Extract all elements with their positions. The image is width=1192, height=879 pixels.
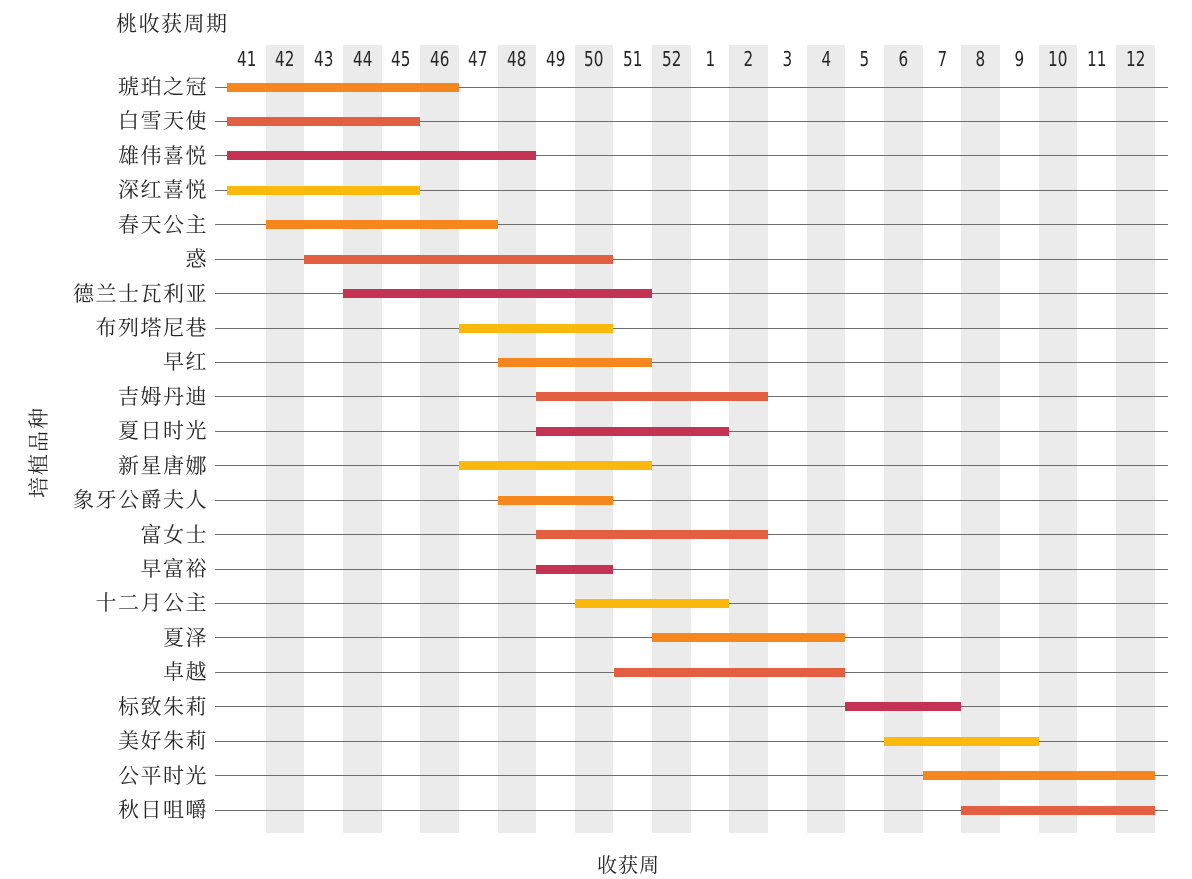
x-tick-label [498, 46, 537, 72]
x-tick-label-text: 12 [1125, 47, 1145, 71]
x-tick-label-text: 52 [661, 47, 682, 71]
y-tick-label: 象牙公爵夫人 [73, 488, 208, 513]
row-gridline [215, 500, 1168, 501]
x-tick-label-text: 42 [275, 47, 295, 71]
harvest-bar [923, 771, 1155, 780]
x-tick-label-text: 1 [705, 47, 715, 71]
harvest-bar [536, 392, 768, 401]
y-tick-label: 秋日咀嚼 [118, 798, 208, 823]
harvest-bar [266, 220, 498, 229]
harvest-bar [845, 702, 961, 711]
week-column-band [498, 45, 537, 833]
x-tick-label [459, 46, 498, 72]
x-tick-label-text: 10 [1048, 47, 1068, 71]
harvest-bar [614, 668, 846, 677]
harvest-bar [961, 806, 1154, 815]
y-tick-label: 卓越 [163, 660, 208, 685]
x-tick-label-text: 5 [859, 47, 870, 71]
week-column-band [1039, 45, 1078, 833]
harvest-bar [343, 289, 652, 298]
y-tick-label: 深红喜悦 [118, 178, 208, 203]
x-tick-label-text: 51 [623, 47, 643, 71]
x-tick-label-text: 49 [545, 47, 566, 71]
x-tick-label-text: 41 [236, 47, 256, 71]
harvest-bar [498, 358, 653, 367]
y-tick-label: 吉姆丹迪 [118, 384, 208, 409]
y-axis-title: 培植品种 [27, 406, 51, 498]
x-tick-label [1077, 46, 1116, 72]
x-tick-label [343, 46, 382, 72]
x-tick-label-text: 47 [468, 47, 488, 71]
y-tick-label: 美好朱莉 [118, 729, 208, 754]
x-tick-label [1000, 46, 1039, 72]
y-tick-label: 新星唐娜 [118, 453, 208, 478]
week-column-band [807, 45, 846, 833]
row-gridline [215, 569, 1168, 570]
y-tick-label: 公平时光 [118, 763, 208, 788]
x-tick-label [923, 46, 962, 72]
y-tick-label: 夏日时光 [118, 419, 208, 444]
x-tick-label-text: 7 [937, 47, 947, 71]
row-gridline [215, 362, 1168, 363]
x-tick-label [614, 46, 653, 72]
y-tick-label: 雄伟喜悦 [118, 143, 208, 168]
x-tick-label [961, 46, 1000, 72]
harvest-bar [459, 324, 614, 333]
week-column-band [343, 45, 382, 833]
x-tick-label [420, 46, 459, 72]
x-tick-label [884, 46, 923, 72]
x-tick-label-text: 50 [584, 47, 604, 71]
y-tick-label: 早富裕 [140, 557, 208, 582]
harvest-bar [304, 255, 613, 264]
harvest-bar [227, 151, 536, 160]
x-tick-label [575, 46, 614, 72]
harvest-bar [884, 737, 1039, 746]
row-gridline [215, 706, 1168, 707]
x-tick-label-text: 6 [898, 47, 909, 71]
x-tick-label [807, 46, 846, 72]
x-tick-label [1039, 46, 1078, 72]
y-tick-label: 春天公主 [118, 212, 208, 237]
x-tick-label [652, 46, 691, 72]
week-column-band [652, 45, 691, 833]
harvest-bar [575, 599, 730, 608]
x-tick-label-text: 3 [782, 47, 793, 71]
harvest-bar [536, 427, 729, 436]
harvest-bar [652, 633, 845, 642]
week-column-band [884, 45, 923, 833]
week-column-band [266, 45, 305, 833]
x-tick-label [1116, 46, 1155, 72]
y-tick-label: 惑 [185, 247, 208, 272]
row-gridline [215, 328, 1168, 329]
harvest-bar [536, 530, 768, 539]
x-tick-label [382, 46, 421, 72]
week-column-band [420, 45, 459, 833]
harvest-bar [536, 565, 613, 574]
y-tick-label: 德兰士瓦利亚 [73, 281, 208, 306]
x-tick-label [845, 46, 884, 72]
x-tick-label [304, 46, 343, 72]
x-tick-label-text: 11 [1086, 47, 1107, 71]
x-axis-title: 收获周 [597, 855, 660, 877]
harvest-bar [227, 117, 420, 126]
x-tick-label [729, 46, 768, 72]
y-tick-label: 富女士 [140, 522, 208, 547]
y-tick-label: 夏泽 [163, 625, 208, 650]
x-tick-label-text: 43 [313, 47, 334, 71]
harvest-bar [227, 186, 420, 195]
x-tick-label [266, 46, 305, 72]
x-tick-label [536, 46, 575, 72]
y-tick-label: 标致朱莉 [118, 694, 208, 719]
x-tick-label-text: 9 [1014, 47, 1025, 71]
x-tick-label [227, 46, 266, 72]
y-tick-label: 十二月公主 [95, 591, 208, 616]
chart-title: 桃收获周期 [116, 12, 229, 36]
x-tick-label-text: 46 [429, 47, 450, 71]
x-tick-label-text: 4 [821, 47, 831, 71]
row-gridline [215, 465, 1168, 466]
x-tick-label [691, 46, 730, 72]
x-tick-label-text: 44 [352, 47, 372, 71]
week-column-band [1116, 45, 1155, 833]
x-tick-label-text: 45 [391, 47, 411, 71]
harvest-bar [459, 461, 652, 470]
week-column-band [729, 45, 768, 833]
harvest-bar [227, 83, 459, 92]
week-column-band [961, 45, 1000, 833]
x-tick-label-text: 2 [743, 47, 754, 71]
y-tick-label: 早红 [163, 350, 208, 375]
week-column-band [575, 45, 614, 833]
x-tick-label-text: 8 [975, 47, 986, 71]
x-tick-label [768, 46, 807, 72]
x-tick-label-text: 48 [507, 47, 527, 71]
y-tick-label: 琥珀之冠 [118, 75, 208, 99]
harvest-bar [498, 496, 614, 505]
y-tick-label: 白雪天使 [118, 109, 208, 134]
y-tick-label: 布列塔尼巷 [95, 316, 208, 340]
